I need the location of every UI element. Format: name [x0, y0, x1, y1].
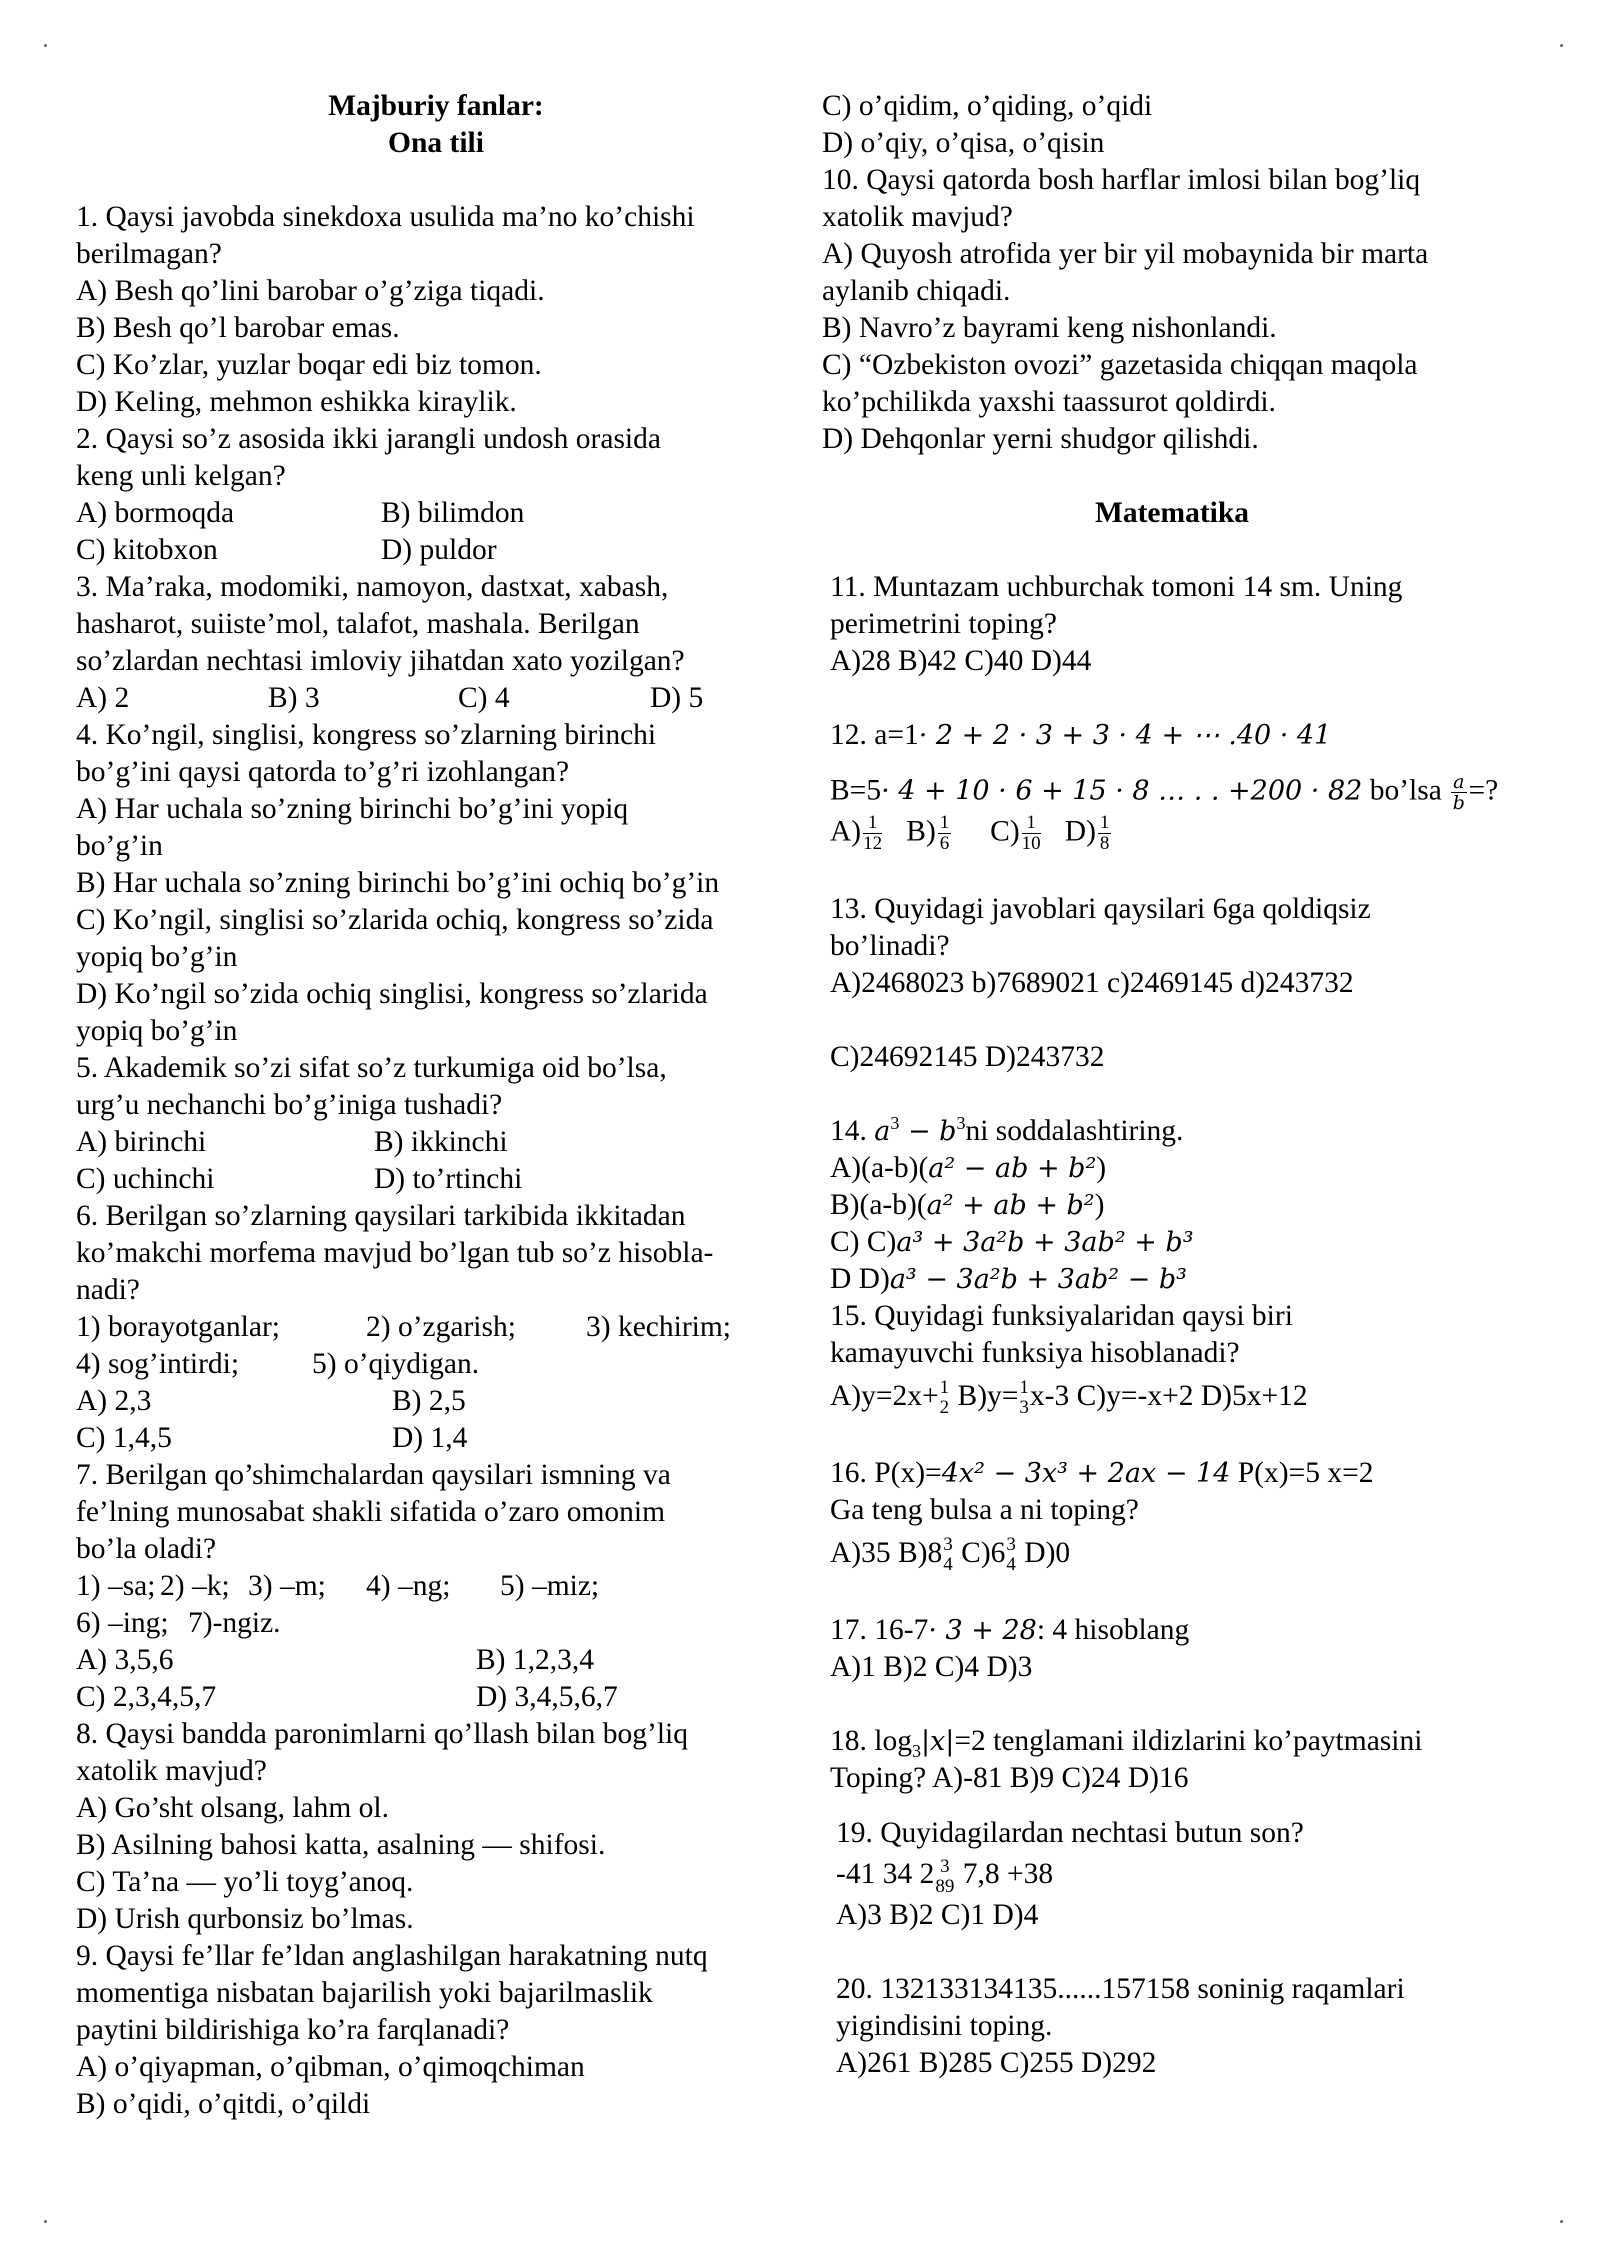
q18-line	[830, 1723, 1522, 1760]
text-line: 11. Muntazam uchburchak tomoni 14 sm. Uning	[830, 571, 1403, 603]
item: 2) –k;	[160, 1570, 230, 1602]
fraction-numerator: 1	[863, 813, 882, 834]
text-line: D) Ko’ngil so’zida ochiq singlisi, kongress so’zlarida	[76, 978, 708, 1010]
item: 4) sog’intirdi;	[76, 1348, 240, 1380]
stack-top: 3	[940, 1855, 950, 1877]
item: 2) o’zgarish;	[366, 1311, 516, 1343]
math-expr: a³ + 3a²b + 3ab² + b³	[896, 1227, 1194, 1258]
option: A) birinchi	[76, 1126, 207, 1158]
option-row: A)3 B)2 C)1 D)4	[836, 1898, 1039, 1931]
option-text: B)y=	[950, 1380, 1019, 1412]
number-list: 7,8 +38	[955, 1858, 1054, 1891]
subject-title-matematika: Matematika	[1094, 497, 1249, 529]
text-line: 13. Quyidagi javoblari qaysilari 6ga qoldiqsiz	[830, 893, 1371, 925]
option-row	[830, 1187, 1522, 1224]
stack-bottom: 2	[939, 1397, 950, 1419]
text-line: C) Ko’zlar, yuzlar boqar edi biz tomon.	[76, 349, 542, 381]
text-line: 6. Berilgan so’zlarning qaysilari tarkibida ikkitadan	[76, 1200, 686, 1232]
option-row	[830, 1378, 1522, 1418]
text-line: yopiq bo’g’in	[76, 941, 238, 973]
fraction-denominator: 8	[1099, 833, 1110, 854]
math-expr: a³ − 3a²b + 3ab² − b³	[889, 1264, 1187, 1295]
item: 3) –m;	[248, 1570, 326, 1602]
q18-rest: =2 tenglamani ildizlarini ko’paytmasini	[954, 1725, 1423, 1758]
q17-line	[830, 1612, 1522, 1649]
q16-prefix: 16. P(x)=	[830, 1457, 942, 1490]
option-text: A)35 B)8	[830, 1537, 943, 1570]
text-line: momentiga nisbatan bajarilish yoki bajarilmaslik	[76, 1977, 653, 2009]
text-line: urg’u nechanchi bo’g’iniga tushadi?	[76, 1089, 503, 1121]
item-row	[76, 1346, 796, 1383]
option-label: C)	[990, 815, 1020, 848]
option-row: A)261 B)285 C)255 D)292	[836, 2046, 1157, 2079]
text-line: 8. Qaysi bandda paronimlarni qo’llash bilan bog’liq	[76, 1718, 688, 1750]
text-line: C) Ko’ngil, singlisi so’zlarida ochiq, kongress so’zida	[76, 904, 714, 936]
exponent: 3	[956, 1113, 966, 1134]
option-label: A)(a-b)(	[830, 1152, 929, 1184]
item-row	[76, 1309, 796, 1346]
text-line: xatolik mavjud?	[76, 1755, 267, 1787]
text-line: B) Navro’z bayrami keng nishonlandi.	[822, 312, 1277, 344]
option-row	[76, 495, 796, 532]
option-row	[76, 1161, 796, 1198]
math-expr: a² + ab + b²	[926, 1190, 1095, 1221]
text-line: C) o’qidim, o’qiding, o’qidi	[822, 90, 1153, 122]
math-var: b	[939, 1116, 957, 1147]
option-text: A)y=2x+	[830, 1380, 939, 1412]
item-row	[76, 1605, 796, 1642]
option: A) 3,5,6	[76, 1644, 174, 1676]
item: 5) o’qiydigan.	[312, 1348, 480, 1380]
stack-top: 3	[943, 1534, 953, 1556]
text-line: yigindisini toping.	[836, 2009, 1053, 2042]
subject-title-ona-tili: Ona tili	[388, 127, 484, 159]
left-column	[76, 88, 796, 2123]
option-row	[76, 532, 796, 569]
option-text: x-3 C)y=-x+2 D)5x+12	[1029, 1380, 1308, 1412]
option-row	[830, 1261, 1522, 1298]
option-label: B)(a-b)(	[830, 1189, 927, 1221]
option: D) puldor	[381, 534, 497, 566]
item: 1) –sa;	[76, 1570, 156, 1602]
item-row	[76, 1568, 796, 1605]
stacked-numbers	[943, 1535, 953, 1575]
q14-text: ni soddalashtiring.	[965, 1115, 1184, 1147]
text-line: bo’g’in	[76, 830, 163, 862]
option: A) 2	[76, 682, 130, 714]
text-line: D) Dehqonlar yerni shudgor qilishdi.	[822, 423, 1259, 455]
text-line: kamayuvchi funksiya hisoblanadi?	[830, 1337, 1240, 1369]
log-base: 3	[911, 1741, 921, 1762]
q12-suffix: bo’lsa	[1362, 774, 1450, 807]
option: C) 2,3,4,5,7	[76, 1681, 217, 1713]
fraction	[1451, 772, 1466, 813]
stack-top: 1	[1019, 1377, 1029, 1399]
option-end: )	[1094, 1189, 1105, 1221]
text-line: yopiq bo’g’in	[76, 1015, 238, 1047]
fraction	[1098, 813, 1112, 854]
fraction-denominator: 10	[1021, 833, 1041, 854]
option: C) 1,4,5	[76, 1422, 172, 1454]
item: 7)-ngiz.	[188, 1607, 281, 1639]
fraction	[1022, 813, 1041, 854]
text-line: D) Keling, mehmon eshikka kiraylik.	[76, 386, 517, 418]
text-line: bo’g’ini qaysi qatorda to’g’ri izohlangan?	[76, 756, 570, 788]
option-row	[76, 1124, 796, 1161]
q16-suffix: P(x)=5 x=2	[1230, 1457, 1374, 1490]
log-word: log	[874, 1725, 912, 1758]
fraction-denominator: b	[1452, 792, 1465, 814]
exponent: 3	[890, 1113, 900, 1134]
q12-prefix: 12. a=1	[830, 719, 919, 751]
item: 4) –ng;	[366, 1570, 451, 1602]
q12-end: =?	[1468, 774, 1499, 807]
number-list: -41 34 2	[836, 1858, 935, 1891]
item: 3) kechirim;	[586, 1311, 731, 1343]
text-line: perimetrini toping?	[830, 608, 1057, 640]
text-line: 20. 132133134135......157158 soninig raqamlari	[836, 1972, 1405, 2005]
text-line: B) o’qidi, o’qitdi, o’qildi	[76, 2088, 371, 2120]
q14-prefix: 14.	[830, 1115, 875, 1147]
option-row	[830, 1224, 1522, 1261]
math-expr: · 2 + 2 · 3 + 3 · 4 + ⋯ .40 · 41	[918, 720, 1332, 751]
option: D) 5	[650, 682, 704, 714]
stacked-numbers	[1006, 1535, 1016, 1575]
text-line: D) Urish qurbonsiz bo’lmas.	[76, 1903, 414, 1935]
option-row: A)1 B)2 C)4 D)3	[830, 1651, 1033, 1684]
option: A) 2,3	[76, 1385, 152, 1417]
option-text: D)0	[1016, 1537, 1071, 1570]
option: B) ikkinchi	[374, 1126, 508, 1158]
stack-bottom: 3	[1019, 1397, 1029, 1419]
corner-mark	[44, 44, 47, 47]
fraction	[863, 813, 882, 854]
text-line: 2. Qaysi so’z asosida ikki jarangli undosh orasida	[76, 423, 661, 455]
option-row	[76, 1383, 796, 1420]
option: B) 1,2,3,4	[476, 1644, 594, 1676]
text-line: bo’linadi?	[830, 930, 950, 962]
text-line: 3. Ma’raka, modomiki, namoyon, dastxat, xabash,	[76, 571, 669, 603]
text-line: ko’pchilikda yaxshi taassurot qoldirdi.	[822, 386, 1276, 418]
corner-mark	[1560, 2220, 1563, 2223]
option: B) 3	[268, 682, 320, 714]
q12-b-prefix: B=5	[830, 774, 882, 807]
text-line: A) Go’sht olsang, lahm ol.	[76, 1792, 390, 1824]
stack-bottom: 89	[935, 1875, 955, 1897]
option-row	[830, 1535, 1522, 1575]
text-line: C) “Ozbekiston ovozi” gazetasida chiqqan maqola	[822, 349, 1418, 381]
text-line: xatolik mavjud?	[822, 201, 1013, 233]
math-section	[822, 569, 1522, 2082]
option-label: D)	[1064, 815, 1096, 848]
option-label: B)	[906, 815, 936, 848]
option-row	[76, 1642, 796, 1679]
corner-mark	[44, 2220, 47, 2223]
option: C) 4	[458, 682, 510, 714]
math-expr: 4x² − 3x³ + 2ax − 14	[941, 1458, 1231, 1490]
text-line: nadi?	[76, 1274, 140, 1306]
q19-numbers	[836, 1856, 1522, 1896]
option: A) bormoqda	[76, 497, 235, 529]
text-line: A) o’qiyapman, o’qibman, o’qimoqchiman	[76, 2051, 585, 2083]
log-arg: |x|	[920, 1726, 955, 1758]
text-line: paytini bildirishiga ko’ra farqlanadi?	[76, 2014, 510, 2046]
q17-prefix: 17. 16-7	[830, 1614, 929, 1647]
text-line: 9. Qaysi fe’llar fe’ldan anglashilgan harakatning nutq	[76, 1940, 708, 1972]
text-line: A) Har uchala so’zning birinchi bo’g’ini yopiq	[76, 793, 629, 825]
fraction-denominator: 6	[939, 833, 950, 854]
option-row	[830, 813, 1522, 854]
text-line: B) Asilning bahosi katta, asalning — shifosi.	[76, 1829, 606, 1861]
q19-block	[830, 1815, 1522, 2081]
text-line: A) Besh qo’lini barobar o’g’ziga tiqadi.	[76, 275, 545, 307]
option: D) 1,4	[392, 1422, 468, 1454]
option-row	[76, 680, 796, 717]
option-label: A)	[830, 815, 862, 848]
math-var: a	[874, 1116, 891, 1147]
option: B) bilimdon	[381, 497, 525, 529]
fraction	[938, 813, 952, 854]
option-row: C)24692145 D)243732	[830, 1041, 1105, 1073]
option-text: C)6	[953, 1537, 1006, 1570]
stacked-numbers	[935, 1857, 954, 1897]
option: D) 3,4,5,6,7	[476, 1681, 618, 1713]
stack-bottom: 4	[943, 1554, 953, 1576]
option-end: )	[1096, 1152, 1107, 1184]
option: C) kitobxon	[76, 534, 218, 566]
text-line: B) Har uchala so’zning birinchi bo’g’ini ochiq bo’g’in	[76, 867, 720, 899]
item: 6) –ing;	[76, 1607, 169, 1639]
option-label: D D)	[830, 1263, 890, 1295]
q18-prefix: 18.	[830, 1725, 875, 1758]
text-line: aylanib chiqadi.	[822, 275, 1011, 307]
option: B) 2,5	[392, 1385, 466, 1417]
text-line: ko’makchi morfema mavjud bo’lgan tub so’z hisobla-	[76, 1237, 714, 1269]
stacked-numbers	[940, 1378, 950, 1418]
text-line: fe’lning munosabat shakli sifatida o’zaro omonim	[76, 1496, 666, 1528]
text-line: B) Besh qo’l barobar emas.	[76, 312, 400, 344]
text-line: bo’la oladi?	[76, 1533, 217, 1565]
fraction-numerator: 1	[939, 812, 950, 833]
text-line: Ga teng bulsa a ni toping?	[830, 1494, 1139, 1527]
text-line: 4. Ko’ngil, singlisi, kongress so’zlarning birinchi	[76, 719, 657, 751]
stacked-numbers	[1019, 1378, 1029, 1418]
text-line: 1. Qaysi javobda sinekdoxa usulida ma’no ko’chishi	[76, 201, 695, 233]
text-line: berilmagan?	[76, 238, 222, 270]
text-line: 10. Qaysi qatorda bosh harflar imlosi bilan bog’liq	[822, 164, 1421, 196]
q16-line	[830, 1455, 1522, 1492]
option-row	[76, 1420, 796, 1457]
math-expr: · 4 + 10 · 6 + 15 · 8 … . . +200 · 82	[881, 775, 1363, 807]
stack-top: 3	[1006, 1534, 1016, 1556]
option: C) uchinchi	[76, 1163, 215, 1195]
text-line: 15. Quyidagi funksiyalaridan qaysi biri	[830, 1300, 1293, 1332]
stack-top: 1	[939, 1377, 950, 1399]
corner-mark	[1560, 44, 1563, 47]
q14-title: 14. $a^3 - b^3ni$ soddalashtiring.	[830, 1113, 1184, 1147]
option-row: A)2468023 b)7689021 c)2469145 d)243732	[830, 967, 1354, 999]
fraction-denominator: 12	[863, 833, 883, 854]
option-row	[830, 1150, 1522, 1187]
q17-suffix: : 4 hisoblang	[1036, 1614, 1190, 1647]
text-line: keng unli kelgan?	[76, 460, 286, 492]
text-line: 19. Quyidagilardan nechtasi butun son?	[836, 1817, 1304, 1850]
item: 1) borayotganlar;	[76, 1311, 280, 1343]
text-line: hasharot, suiiste’mol, talafot, mashala. Berilgan	[76, 608, 640, 640]
text-line: Toping? A)-81 B)9 C)24 D)16	[830, 1762, 1189, 1795]
option-row	[76, 1679, 796, 1716]
text-line: C) Ta’na — yo’li toyg’anoq.	[76, 1866, 414, 1898]
fraction-numerator: 1	[1022, 813, 1041, 834]
q12-line-a	[830, 717, 1522, 754]
right-column	[822, 88, 1522, 2082]
text-line: A) Quyosh atrofida yer bir yil mobaynida bir marta	[822, 238, 1429, 270]
q12-line-b	[830, 772, 1522, 813]
option: D) to’rtinchi	[374, 1163, 523, 1195]
fraction-numerator: a	[1453, 771, 1465, 793]
option-row: A)28 B)42 C)40 D)44	[830, 645, 1092, 677]
section-title: Majburiy fanlar:	[328, 90, 544, 122]
text-line: D) o’qiy, o’qisa, o’qisin	[822, 127, 1105, 159]
math-expr: a² − ab + b²	[928, 1153, 1097, 1184]
fraction-numerator: 1	[1099, 812, 1110, 833]
text-line: 7. Berilgan qo’shimchalardan qaysilari ismning va	[76, 1459, 671, 1491]
option-label: C) C)	[830, 1226, 897, 1258]
math-expr: · 3 + 28	[928, 1615, 1037, 1647]
stack-bottom: 4	[1006, 1554, 1016, 1576]
text-line: so’zlardan nechtasi imloviy jihatdan xato yozilgan?	[76, 645, 685, 677]
item: 5) –miz;	[500, 1570, 600, 1602]
text-line: 5. Akademik so’zi sifat so’z turkumiga oid bo’lsa,	[76, 1052, 667, 1084]
